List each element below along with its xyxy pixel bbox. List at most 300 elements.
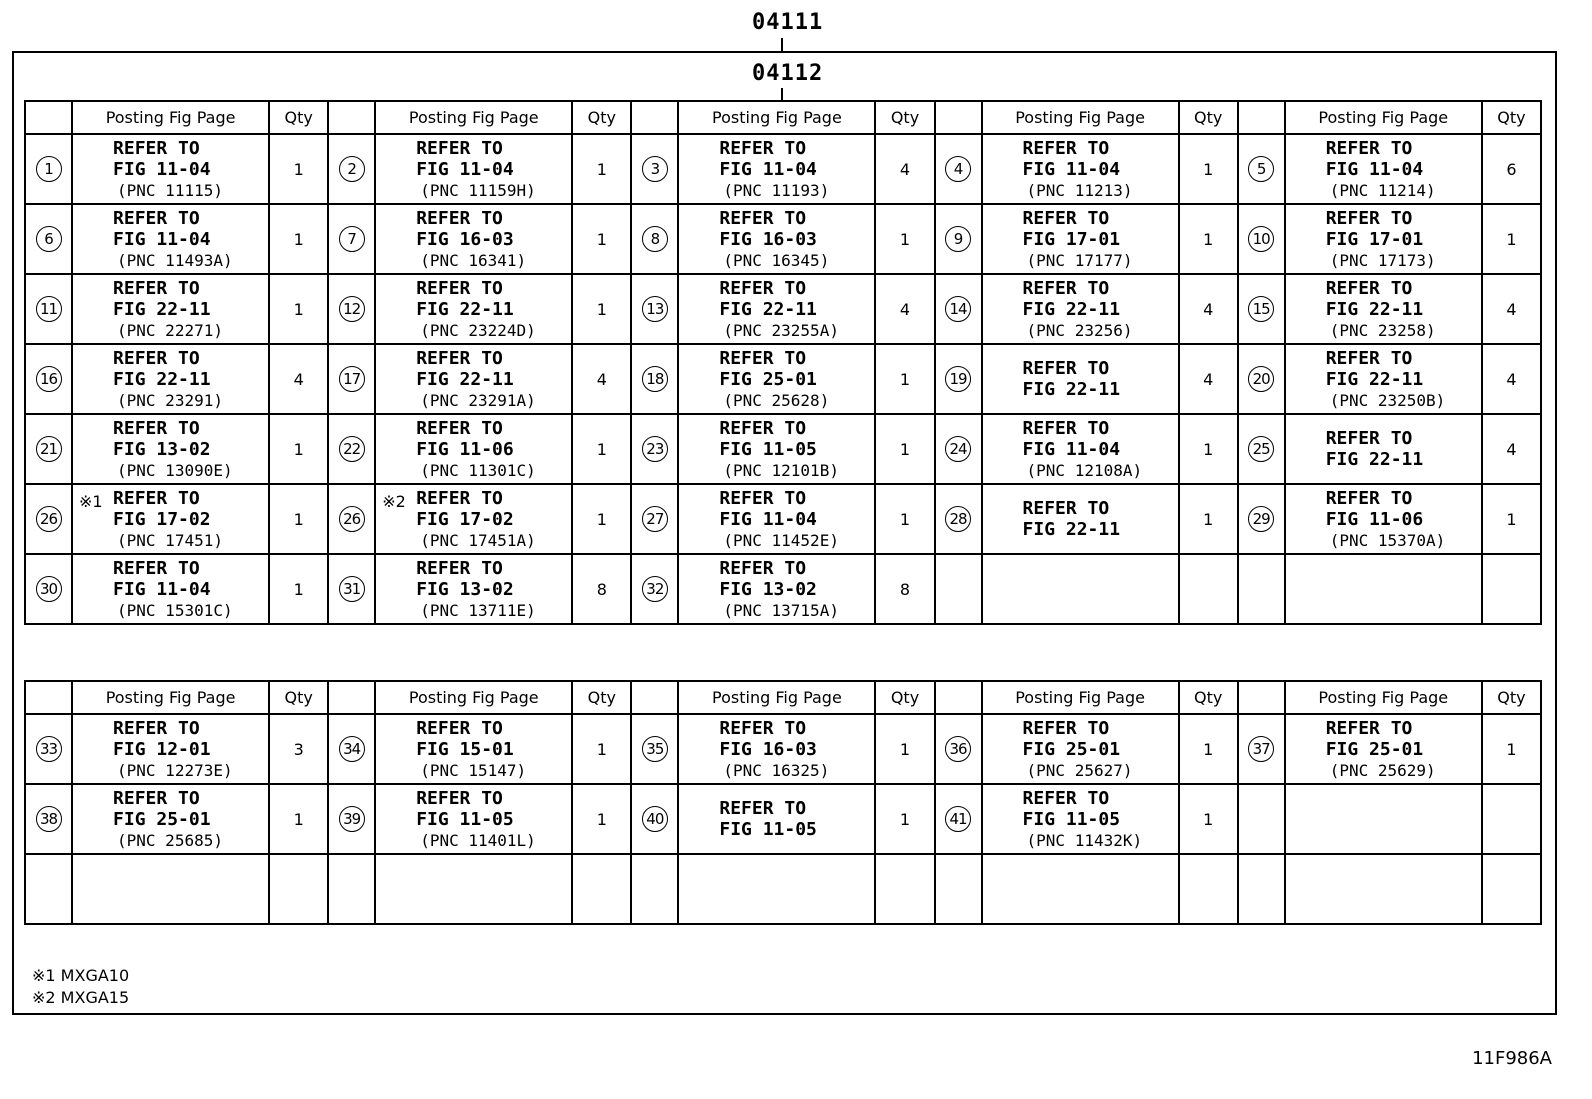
posting-cell <box>375 414 572 484</box>
qty-cell: 1 <box>1482 204 1541 274</box>
fig-reference: FIG 25-01 <box>113 808 211 830</box>
posting-cell <box>678 414 875 484</box>
qty-cell: 1 <box>1179 204 1238 274</box>
qty-cell: 1 <box>875 344 934 414</box>
callout-number: 14 <box>945 296 971 322</box>
header-qty: Qty <box>1179 681 1238 714</box>
qty-cell: 1 <box>572 714 631 784</box>
refer-to-text: REFER TO <box>113 717 200 739</box>
callout-number: 30 <box>36 576 62 602</box>
qty-cell: 1 <box>269 784 328 854</box>
callout-number: 21 <box>36 436 62 462</box>
callout-number: 26 <box>339 506 365 532</box>
pnc-reference: (PNC 11214) <box>1329 180 1436 200</box>
fig-reference: FIG 22-11 <box>113 298 211 320</box>
pnc-reference: (PNC 11401L) <box>420 830 536 850</box>
callout-number: 17 <box>339 366 365 392</box>
qty-cell: 1 <box>269 484 328 554</box>
pnc-reference: (PNC 13090E) <box>117 460 233 480</box>
header-blank-cell <box>935 101 982 134</box>
item-number-cell <box>631 204 678 274</box>
fig-reference: FIG 11-04 <box>719 508 817 530</box>
table-row <box>25 854 1541 924</box>
table-row <box>25 344 1541 414</box>
qty-cell: 8 <box>875 554 934 624</box>
fig-reference: FIG 13-02 <box>719 578 817 600</box>
refer-to-text: REFER TO <box>113 137 200 159</box>
item-number-cell <box>935 274 982 344</box>
qty-cell <box>572 854 631 924</box>
refer-to-text: REFER TO <box>113 487 200 509</box>
fig-reference: FIG 11-05 <box>719 438 817 460</box>
refer-to-text: REFER TO <box>719 487 807 509</box>
refer-to-text: REFER TO <box>416 717 503 739</box>
item-number-cell <box>935 854 982 924</box>
posting-cell <box>982 484 1179 554</box>
item-number-cell <box>935 414 982 484</box>
fig-reference: FIG 22-11 <box>719 298 817 320</box>
item-number-cell <box>328 714 375 784</box>
refer-to-text: REFER TO <box>113 207 200 229</box>
qty-cell: 1 <box>1179 484 1238 554</box>
qty-cell <box>269 854 328 924</box>
pnc-reference: (PNC 11159H) <box>420 180 536 200</box>
posting-cell <box>678 134 875 204</box>
fig-reference: FIG 22-11 <box>1022 519 1121 540</box>
fig-reference: FIG 22-11 <box>1022 298 1121 320</box>
refer-to-text: REFER TO <box>416 487 503 509</box>
item-number-cell <box>328 414 375 484</box>
header-blank-cell <box>25 101 72 134</box>
item-number-cell <box>25 134 72 204</box>
fig-reference: FIG 22-11 <box>416 368 514 390</box>
header-posting: Posting Fig Page <box>982 101 1179 134</box>
qty-cell: 1 <box>1482 714 1541 784</box>
posting-cell <box>678 274 875 344</box>
item-number-cell <box>1238 344 1285 414</box>
posting-cell <box>375 714 572 784</box>
pnc-reference: (PNC 15301C) <box>117 600 233 620</box>
item-number-cell <box>631 714 678 784</box>
refer-to-text: REFER TO <box>1325 277 1413 299</box>
posting-cell <box>72 714 269 784</box>
qty-cell: 4 <box>572 344 631 414</box>
fig-reference: FIG 13-02 <box>416 578 514 600</box>
qty-cell: 1 <box>572 204 631 274</box>
callout-number: 38 <box>36 806 62 832</box>
item-number-cell <box>1238 414 1285 484</box>
fig-reference: FIG 22-11 <box>1325 298 1424 320</box>
qty-cell <box>875 854 934 924</box>
leader-line-outer <box>781 38 783 51</box>
header-qty: Qty <box>572 681 631 714</box>
fig-reference: FIG 25-01 <box>1325 738 1424 760</box>
callout-number: 24 <box>945 436 971 462</box>
header-row <box>25 101 1541 134</box>
posting-cell <box>375 484 572 554</box>
posting-cell <box>375 134 572 204</box>
qty-cell: 4 <box>1179 344 1238 414</box>
callout-number: 32 <box>642 576 668 602</box>
qty-cell: 1 <box>572 784 631 854</box>
posting-cell <box>1285 854 1482 924</box>
callout-number: 9 <box>945 226 971 252</box>
refer-to-text: REFER TO <box>113 347 200 369</box>
header-blank-cell <box>25 681 72 714</box>
posting-cell <box>678 204 875 274</box>
header-posting: Posting Fig Page <box>1285 681 1482 714</box>
pnc-reference: (PNC 17451A) <box>420 530 536 550</box>
fig-reference: FIG 22-11 <box>416 298 514 320</box>
fig-reference: FIG 15-01 <box>416 738 514 760</box>
refer-to-text: REFER TO <box>416 277 503 299</box>
pnc-reference: (PNC 16345) <box>723 250 830 270</box>
posting-cell <box>72 274 269 344</box>
pnc-reference: (PNC 25627) <box>1026 760 1133 780</box>
posting-cell <box>678 554 875 624</box>
posting-cell <box>678 484 875 554</box>
qty-cell <box>1482 554 1541 624</box>
item-number-cell <box>631 484 678 554</box>
pnc-reference: (PNC 11213) <box>1026 180 1133 200</box>
callout-number: 40 <box>642 806 668 832</box>
posting-cell <box>72 784 269 854</box>
callout-number: 39 <box>339 806 365 832</box>
item-number-cell <box>25 344 72 414</box>
refer-to-text: REFER TO <box>416 347 503 369</box>
header-row <box>25 681 1541 714</box>
fig-reference: FIG 11-04 <box>1325 158 1424 180</box>
refer-to-text: REFER TO <box>113 557 200 579</box>
fig-reference: FIG 22-11 <box>1325 449 1424 470</box>
header-posting: Posting Fig Page <box>72 101 269 134</box>
callout-number: 22 <box>339 436 365 462</box>
header-qty: Qty <box>1482 681 1541 714</box>
posting-cell <box>72 134 269 204</box>
pnc-reference: (PNC 13715A) <box>723 600 839 620</box>
posting-cell <box>678 714 875 784</box>
table-row <box>25 204 1541 274</box>
fig-reference: FIG 11-04 <box>1022 158 1121 180</box>
qty-cell: 1 <box>1179 414 1238 484</box>
posting-cell <box>982 784 1179 854</box>
pnc-reference: (PNC 23291) <box>117 390 223 410</box>
posting-cell <box>678 344 875 414</box>
qty-cell: 4 <box>1179 274 1238 344</box>
callout-number: 34 <box>339 736 365 762</box>
pnc-reference: (PNC 17173) <box>1329 250 1436 270</box>
callout-number: 7 <box>339 226 365 252</box>
callout-number: 25 <box>1248 436 1274 462</box>
qty-cell <box>1179 854 1238 924</box>
fig-reference: FIG 11-04 <box>719 158 817 180</box>
leader-line-inner <box>781 88 783 100</box>
qty-cell: 1 <box>1482 484 1541 554</box>
fig-reference: FIG 22-11 <box>1325 368 1424 390</box>
pnc-reference: (PNC 12101B) <box>723 460 839 480</box>
item-number-cell <box>328 274 375 344</box>
callout-number: 2 <box>339 156 365 182</box>
callout-number: 37 <box>1248 736 1274 762</box>
label-04112: 04112 <box>752 61 824 86</box>
posting-cell <box>982 134 1179 204</box>
table-row <box>25 484 1541 554</box>
refer-to-text: REFER TO <box>416 557 503 579</box>
posting-cell <box>375 784 572 854</box>
item-number-cell <box>25 784 72 854</box>
item-number-cell <box>25 554 72 624</box>
table-row <box>25 134 1541 204</box>
pnc-reference: (PNC 17177) <box>1026 250 1133 270</box>
refer-to-text: REFER TO <box>1325 137 1413 159</box>
item-number-cell <box>328 204 375 274</box>
item-number-cell <box>631 554 678 624</box>
qty-cell: 1 <box>269 554 328 624</box>
item-number-cell <box>935 714 982 784</box>
item-number-cell <box>328 554 375 624</box>
item-number-cell <box>1238 204 1285 274</box>
refer-to-text: REFER TO <box>719 798 807 819</box>
pnc-reference: (PNC 11115) <box>117 180 223 200</box>
posting-cell <box>982 204 1179 274</box>
qty-cell: 4 <box>1482 274 1541 344</box>
posting-cell <box>72 554 269 624</box>
fig-reference: FIG 11-06 <box>1325 508 1424 530</box>
pnc-reference: (PNC 13711E) <box>420 600 536 620</box>
pnc-reference: (PNC 15370A) <box>1329 530 1446 550</box>
qty-cell: 1 <box>572 274 631 344</box>
header-qty: Qty <box>269 101 328 134</box>
qty-cell: 3 <box>269 714 328 784</box>
posting-cell <box>375 274 572 344</box>
pnc-reference: (PNC 16341) <box>420 250 527 270</box>
pnc-reference: (PNC 11432K) <box>1026 830 1143 850</box>
item-number-cell <box>328 344 375 414</box>
refer-to-text: REFER TO <box>1022 137 1110 159</box>
qty-cell: 1 <box>1179 134 1238 204</box>
qty-cell: 4 <box>875 134 934 204</box>
pnc-reference: (PNC 12108A) <box>1026 460 1143 480</box>
item-number-cell <box>935 344 982 414</box>
posting-cell <box>72 204 269 274</box>
pnc-reference: (PNC 25685) <box>117 830 223 850</box>
header-qty: Qty <box>1482 101 1541 134</box>
refer-to-text: REFER TO <box>719 207 807 229</box>
posting-cell <box>1285 484 1482 554</box>
posting-cell <box>72 484 269 554</box>
callout-number: 16 <box>36 366 62 392</box>
table-row <box>25 784 1541 854</box>
posting-cell <box>1285 714 1482 784</box>
item-number-cell <box>935 484 982 554</box>
qty-cell: 1 <box>572 134 631 204</box>
qty-cell: 1 <box>269 414 328 484</box>
callout-number: 33 <box>36 736 62 762</box>
callout-number: 12 <box>339 296 365 322</box>
pnc-reference: (PNC 12273E) <box>117 760 233 780</box>
callout-number: 11 <box>36 296 62 322</box>
item-number-cell <box>25 854 72 924</box>
pnc-reference: (PNC 22271) <box>117 320 223 340</box>
item-number-cell <box>935 784 982 854</box>
fig-reference: FIG 11-04 <box>113 158 211 180</box>
posting-cell <box>375 204 572 274</box>
fig-reference: FIG 11-04 <box>113 228 211 250</box>
item-number-cell <box>631 854 678 924</box>
item-number-cell <box>328 854 375 924</box>
qty-cell: 4 <box>1482 344 1541 414</box>
refer-to-text: REFER TO <box>1325 717 1413 739</box>
header-blank-cell <box>328 101 375 134</box>
item-number-cell <box>1238 274 1285 344</box>
item-number-cell <box>25 204 72 274</box>
header-blank-cell <box>631 101 678 134</box>
refer-to-text: REFER TO <box>1325 347 1413 369</box>
pnc-reference: (PNC 23291A) <box>420 390 536 410</box>
table-row <box>25 554 1541 624</box>
item-number-cell <box>1238 714 1285 784</box>
item-number-cell <box>935 554 982 624</box>
item-number-cell <box>1238 784 1285 854</box>
posting-cell <box>1285 134 1482 204</box>
refer-to-text: REFER TO <box>1325 207 1413 229</box>
refer-to-text: REFER TO <box>1325 487 1413 509</box>
table-row <box>25 414 1541 484</box>
item-number-cell <box>25 714 72 784</box>
qty-cell: 1 <box>269 204 328 274</box>
header-qty: Qty <box>1179 101 1238 134</box>
refer-to-text: REFER TO <box>1022 358 1110 379</box>
pnc-reference: (PNC 15147) <box>420 760 527 780</box>
fig-reference: FIG 17-02 <box>416 508 514 530</box>
pnc-reference: (PNC 17451) <box>117 530 223 550</box>
qty-cell: 1 <box>1179 714 1238 784</box>
callout-number: 35 <box>642 736 668 762</box>
item-number-cell <box>25 484 72 554</box>
callout-number: 19 <box>945 366 971 392</box>
qty-cell: 4 <box>1482 414 1541 484</box>
fig-reference: FIG 11-05 <box>1022 808 1121 830</box>
callout-number: 26 <box>36 506 62 532</box>
posting-cell <box>72 344 269 414</box>
callout-number: 27 <box>642 506 668 532</box>
item-number-cell <box>631 414 678 484</box>
posting-cell <box>1285 344 1482 414</box>
header-blank-cell <box>935 681 982 714</box>
fig-reference: FIG 17-01 <box>1325 228 1424 250</box>
qty-cell: 1 <box>875 784 934 854</box>
fig-reference: FIG 11-05 <box>719 819 817 840</box>
refer-to-text: REFER TO <box>416 137 503 159</box>
pnc-reference: (PNC 25629) <box>1329 760 1436 780</box>
footnote-2: ※2 MXGA15 <box>32 988 130 1007</box>
posting-cell <box>375 854 572 924</box>
callout-number: 5 <box>1248 156 1274 182</box>
posting-cell <box>1285 784 1482 854</box>
pnc-reference: (PNC 23250B) <box>1329 390 1446 410</box>
pnc-reference: (PNC 11301C) <box>420 460 536 480</box>
fig-reference: FIG 16-03 <box>719 228 817 250</box>
qty-cell: 1 <box>875 484 934 554</box>
callout-number: 29 <box>1248 506 1274 532</box>
posting-cell <box>1285 274 1482 344</box>
callout-number: 20 <box>1248 366 1274 392</box>
header-posting: Posting Fig Page <box>1285 101 1482 134</box>
qty-cell: 1 <box>875 414 934 484</box>
item-number-cell <box>631 784 678 854</box>
item-number-cell <box>1238 484 1285 554</box>
qty-cell: 1 <box>1179 784 1238 854</box>
header-posting: Posting Fig Page <box>375 101 572 134</box>
posting-cell <box>982 854 1179 924</box>
fig-reference: FIG 25-01 <box>719 368 817 390</box>
fig-reference: FIG 11-06 <box>416 438 514 460</box>
qty-cell <box>1482 854 1541 924</box>
header-blank-cell <box>1238 101 1285 134</box>
posting-cell <box>1285 204 1482 274</box>
figure-id: 11F986A <box>1472 1048 1552 1069</box>
posting-cell <box>375 344 572 414</box>
refer-to-text: REFER TO <box>113 787 200 809</box>
item-number-cell <box>328 784 375 854</box>
refer-to-text: REFER TO <box>113 417 200 439</box>
header-qty: Qty <box>269 681 328 714</box>
fig-reference: FIG 11-04 <box>416 158 514 180</box>
posting-cell <box>982 414 1179 484</box>
callout-number: 31 <box>339 576 365 602</box>
refer-to-text: REFER TO <box>1022 787 1110 809</box>
pnc-reference: (PNC 25628) <box>723 390 830 410</box>
header-posting: Posting Fig Page <box>678 681 875 714</box>
callout-number: 10 <box>1248 226 1274 252</box>
header-posting: Posting Fig Page <box>678 101 875 134</box>
item-number-cell <box>328 484 375 554</box>
qty-cell <box>1482 784 1541 854</box>
qty-cell: 1 <box>269 134 328 204</box>
pnc-reference: (PNC 16325) <box>723 760 830 780</box>
callout-number: 13 <box>642 296 668 322</box>
fig-reference: FIG 17-01 <box>1022 228 1121 250</box>
posting-cell <box>1285 414 1482 484</box>
fig-reference: FIG 12-01 <box>113 738 211 760</box>
callout-number: 18 <box>642 366 668 392</box>
item-number-cell <box>328 134 375 204</box>
refer-to-text: REFER TO <box>719 137 807 159</box>
table-row <box>25 714 1541 784</box>
item-number-cell <box>1238 134 1285 204</box>
refer-to-text: REFER TO <box>719 717 807 739</box>
item-number-cell <box>631 274 678 344</box>
header-qty: Qty <box>572 101 631 134</box>
callout-number: 15 <box>1248 296 1274 322</box>
header-blank-cell <box>1238 681 1285 714</box>
fig-reference: FIG 11-04 <box>113 578 211 600</box>
refer-to-text: REFER TO <box>1022 207 1110 229</box>
fig-reference: FIG 11-05 <box>416 808 514 830</box>
applicability-mark: ※1 <box>79 492 103 511</box>
header-qty: Qty <box>875 101 934 134</box>
fig-reference: FIG 11-04 <box>1022 438 1121 460</box>
callout-number: 6 <box>36 226 62 252</box>
qty-cell: 1 <box>572 484 631 554</box>
header-posting: Posting Fig Page <box>982 681 1179 714</box>
callout-number: 1 <box>36 156 62 182</box>
table-row <box>25 274 1541 344</box>
fig-reference: FIG 22-11 <box>1022 379 1121 400</box>
posting-cell <box>1285 554 1482 624</box>
refer-to-text: REFER TO <box>113 277 200 299</box>
qty-cell: 1 <box>269 274 328 344</box>
